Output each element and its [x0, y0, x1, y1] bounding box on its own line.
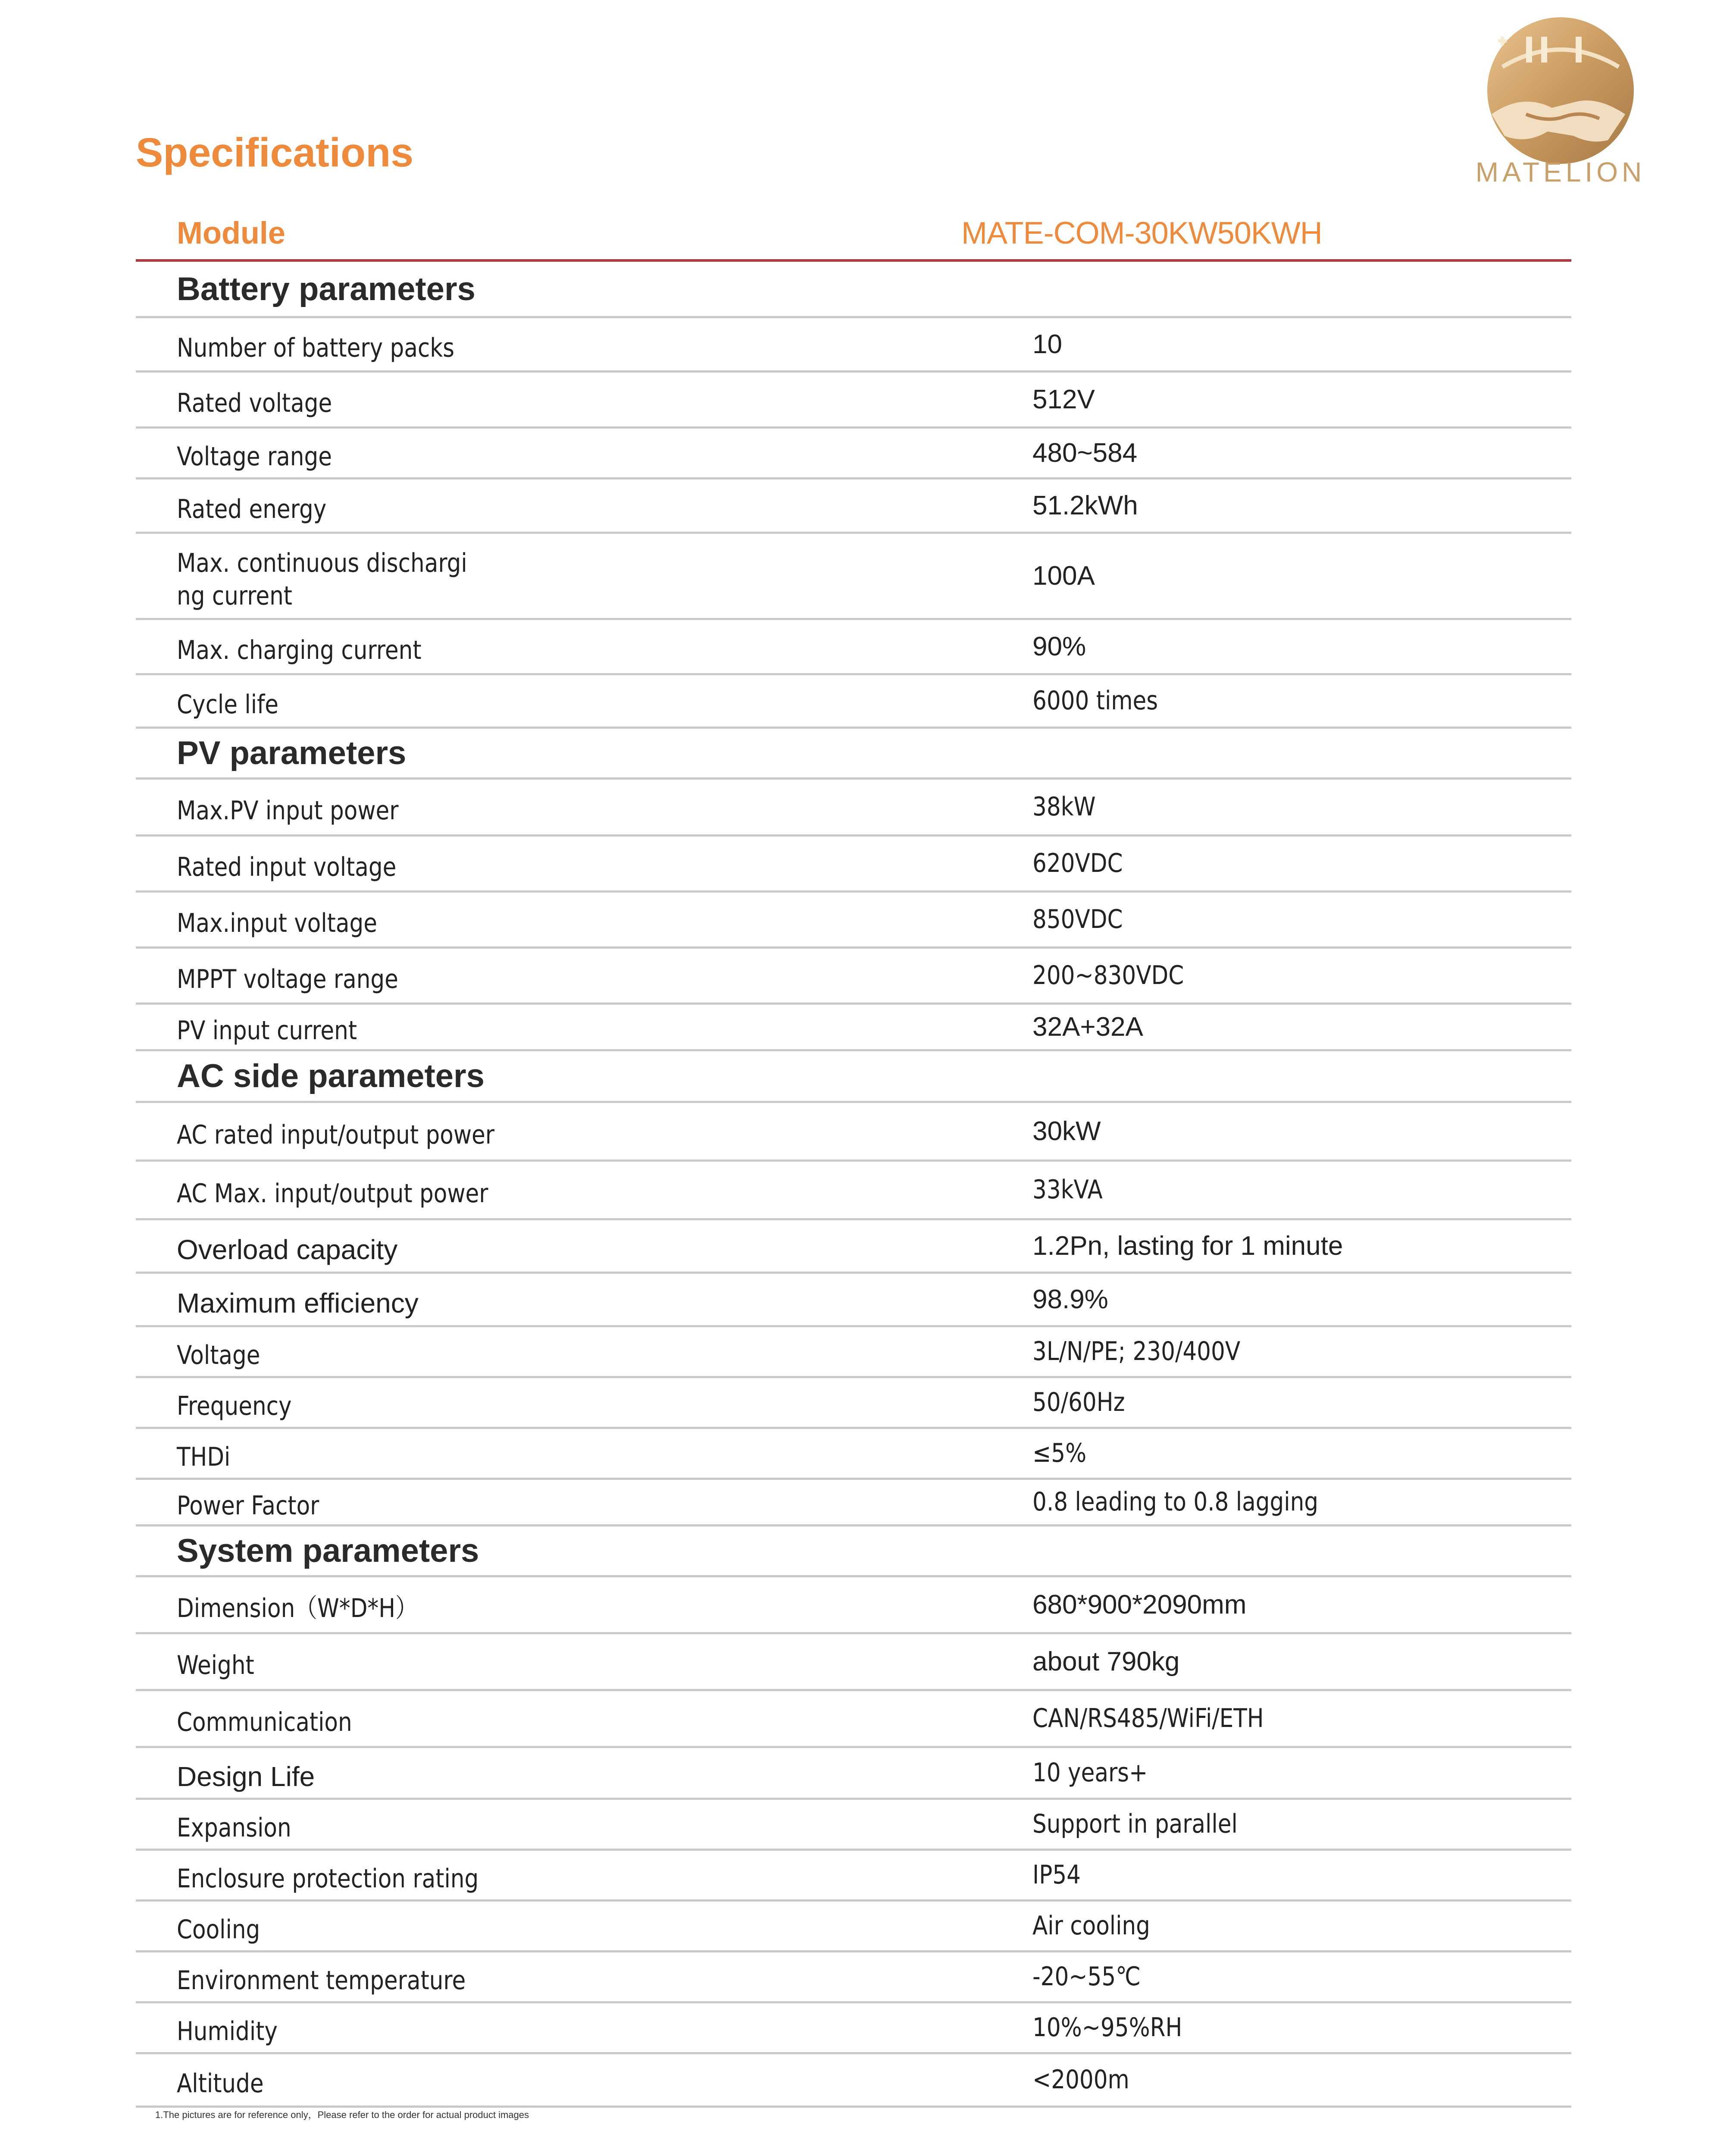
spec-value: 30kW: [1032, 1116, 1101, 1146]
spec-row: [136, 2054, 1571, 2108]
spec-value: 33kVA: [1032, 1175, 1103, 1205]
spec-row: [136, 1480, 1571, 1526]
spec-label: Expansion: [177, 1813, 291, 1843]
spec-value: <2000m: [1032, 2065, 1129, 2095]
spec-label: PV input current: [177, 1015, 357, 1046]
spec-value: 10 years+: [1032, 1758, 1148, 1788]
spec-label: AC rated input/output power: [177, 1120, 494, 1150]
spec-label: Rated voltage: [177, 388, 332, 418]
section-title: System parameters: [177, 1532, 479, 1569]
spec-label: Communication: [177, 1707, 352, 1737]
spec-row: [136, 1005, 1571, 1051]
spec-row: [136, 1634, 1571, 1691]
spec-row: [136, 1162, 1571, 1220]
spec-value: 680*900*2090mm: [1032, 1590, 1247, 1620]
spec-row: [136, 534, 1571, 620]
spec-value: about 790kg: [1032, 1647, 1180, 1677]
section-header: [136, 1526, 1571, 1577]
spec-row: [136, 1103, 1571, 1162]
spec-value: 32A+32A: [1032, 1012, 1143, 1042]
brand-name: MATELION: [1475, 157, 1646, 188]
module-header-row: [136, 216, 1571, 259]
spec-row: [136, 1274, 1571, 1327]
spec-label: Max.input voltage: [177, 908, 378, 938]
spec-label: Voltage range: [177, 442, 332, 472]
spec-value: 50/60Hz: [1032, 1387, 1125, 1417]
spec-row: [136, 780, 1571, 837]
spec-label: MPPT voltage range: [177, 964, 398, 994]
spec-value: 3L/N/PE; 230/400V: [1032, 1336, 1241, 1366]
section-header: [136, 1051, 1571, 1103]
spec-value: 6000 times: [1032, 686, 1158, 716]
spec-row: [136, 318, 1571, 373]
spec-row: [136, 1902, 1571, 1952]
spec-value: IP54: [1032, 1860, 1081, 1890]
spec-row: [136, 1691, 1571, 1748]
spec-label: Environment temperature: [177, 1965, 466, 1996]
spec-label: Rated energy: [177, 494, 327, 524]
footnote: 1.The pictures are for reference only，Please refer to the order for actual product images: [155, 2109, 529, 2120]
spec-label: THDi: [177, 1442, 231, 1472]
module-value: MATE-COM-30KW50KWH: [961, 216, 1322, 251]
spec-row: [136, 2003, 1571, 2054]
module-label: Module: [177, 216, 285, 251]
section-header: [136, 729, 1571, 780]
spec-label: Overload capacity: [177, 1234, 398, 1265]
spec-label: Design Life: [177, 1761, 315, 1792]
section-title: Battery parameters: [177, 270, 475, 307]
spec-row: [136, 1378, 1571, 1429]
spec-row: [136, 1748, 1571, 1800]
spec-label: Maximum efficiency: [177, 1288, 419, 1319]
spec-value: 850VDC: [1032, 904, 1123, 934]
spec-row: [136, 893, 1571, 949]
spec-label: Max. charging current: [177, 635, 422, 665]
spec-value: 10: [1032, 329, 1062, 359]
spec-value: 1.2Pn, lasting for 1 minute: [1032, 1231, 1343, 1261]
spec-label: Number of battery packs: [177, 333, 455, 363]
spec-value: 38kW: [1032, 792, 1096, 822]
spec-label: Cooling: [177, 1915, 260, 1945]
spec-row: [136, 1429, 1571, 1480]
spec-label: Frequency: [177, 1391, 292, 1421]
spec-value: 90%: [1032, 632, 1086, 661]
spec-value: Support in parallel: [1032, 1809, 1238, 1839]
spec-row: [136, 1327, 1571, 1378]
spec-row: [136, 675, 1571, 729]
spec-row: [136, 1952, 1571, 2003]
section-title: AC side parameters: [177, 1058, 485, 1094]
spec-value: Air cooling: [1032, 1911, 1150, 1941]
spec-row: [136, 1577, 1571, 1634]
spec-row: [136, 479, 1571, 534]
spec-value: -20~55℃: [1032, 1962, 1141, 1992]
spec-label: AC Max. input/output power: [177, 1178, 488, 1209]
spec-label: Rated input voltage: [177, 852, 397, 882]
spec-row: [136, 429, 1571, 479]
spec-row: [136, 1220, 1571, 1274]
spec-row: [136, 1800, 1571, 1851]
spec-row: [136, 837, 1571, 893]
spec-value: 620VDC: [1032, 848, 1123, 878]
spec-value: 480~584: [1032, 438, 1138, 468]
spec-value: 98.9%: [1032, 1285, 1108, 1314]
spec-row: [136, 620, 1571, 675]
spec-value: 0.8 leading to 0.8 lagging: [1032, 1487, 1319, 1517]
spec-label: Cycle life: [177, 689, 279, 720]
spec-label: Dimension（W*D*H）: [177, 1593, 418, 1623]
spec-row: [136, 949, 1571, 1005]
spec-label: Altitude: [177, 2068, 264, 2099]
spec-value: 51.2kWh: [1032, 491, 1138, 520]
spec-label: Enclosure protection rating: [177, 1864, 479, 1894]
spec-label: Power Factor: [177, 1491, 319, 1521]
spec-label: Max. continuous dischargi ng current: [177, 548, 467, 611]
section-header: [136, 262, 1571, 318]
spec-value: CAN/RS485/WiFi/ETH: [1032, 1703, 1264, 1733]
spec-label: Max.PV input power: [177, 796, 399, 826]
spec-value: 512V: [1032, 385, 1095, 414]
section-title: PV parameters: [177, 735, 407, 771]
spec-label: Humidity: [177, 2016, 278, 2046]
spec-value: ≤5%: [1032, 1438, 1087, 1468]
spec-row: [136, 373, 1571, 429]
spec-label: Weight: [177, 1650, 254, 1680]
spec-label: Voltage: [177, 1340, 260, 1370]
spec-value: 200~830VDC: [1032, 960, 1184, 990]
spec-value: 100A: [1032, 561, 1095, 591]
page-title: Specifications: [136, 130, 414, 175]
spec-value: 10%~95%RH: [1032, 2012, 1182, 2043]
spec-row: [136, 1851, 1571, 1902]
